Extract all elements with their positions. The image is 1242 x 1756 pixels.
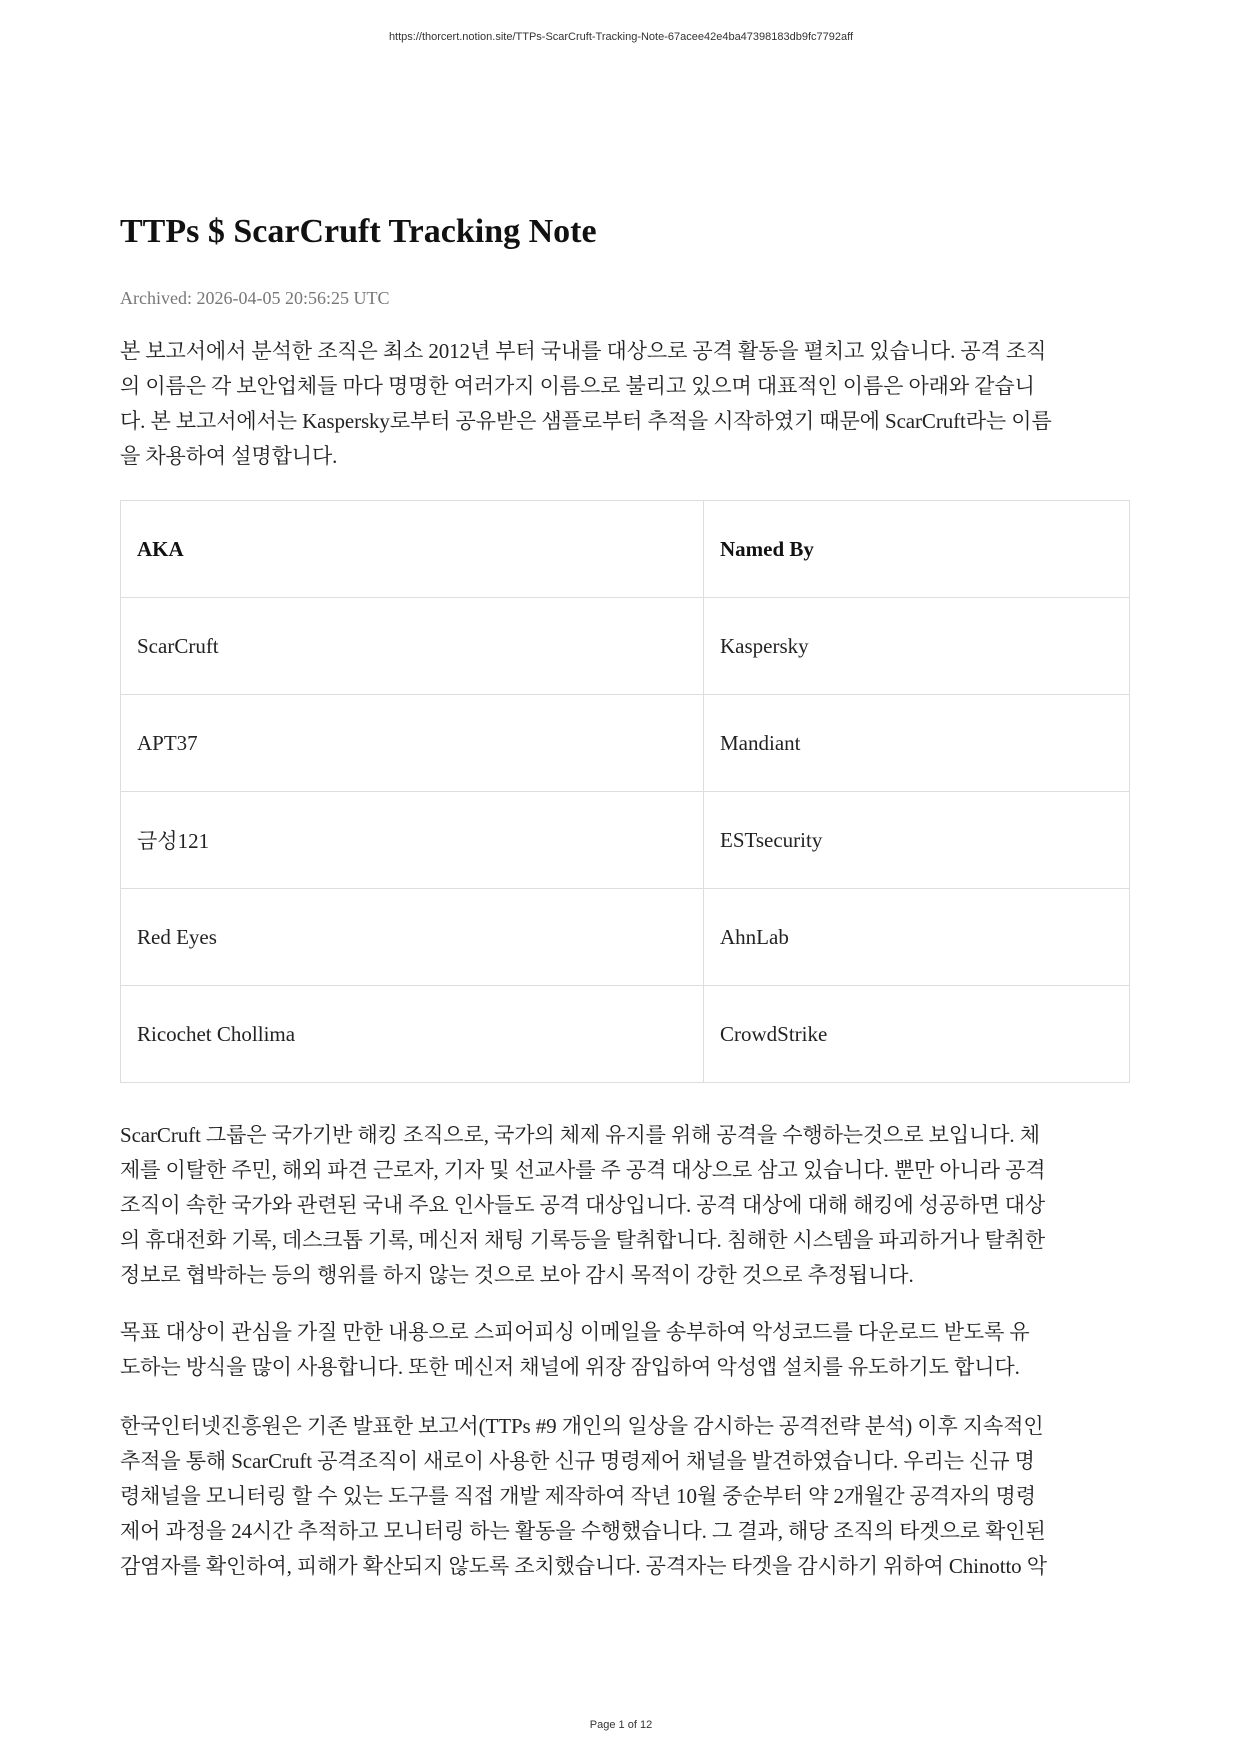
- named-by-cell: CrowdStrike: [704, 986, 1130, 1083]
- header-aka: AKA: [121, 501, 704, 598]
- paragraph-line: 다. 본 보고서에서는 Kaspersky로부터 공유받은 샘플로부터 추적을 시작하였기 때문에 ScarCruft라는 이름: [120, 409, 1052, 433]
- archived-timestamp: Archived: 2026-04-05 20:56:25 UTC: [120, 288, 390, 308]
- paragraph-line: 을 차용하여 설명합니다.: [120, 444, 338, 468]
- aka-cell: 금성121: [121, 792, 704, 889]
- paragraph-line: ScarCruft 그룹은 국가기반 해킹 조직으로, 국가의 체제 유지를 위해 공격을 수행하는것으로 보입니다. 체: [120, 1123, 1040, 1147]
- table-row: [121, 598, 1130, 695]
- aka-cell: Ricochet Chollima: [121, 986, 704, 1083]
- page-number: Page 1 of 12: [589, 1719, 653, 1731]
- named-by-cell: Kaspersky: [704, 598, 1130, 695]
- aka-table: [120, 500, 1130, 1083]
- table-header-row: [121, 501, 1130, 598]
- paragraph-line: 감염자를 확인하여, 피해가 확산되지 않도록 조치했습니다. 공격자는 타겟을 감시하기 위하여 Chinotto 악: [120, 1554, 1047, 1578]
- attack-method-paragraph: [120, 1315, 1130, 1385]
- aka-cell: Red Eyes: [121, 889, 704, 986]
- named-by-cell: Mandiant: [704, 695, 1130, 792]
- named-by-cell: AhnLab: [704, 889, 1130, 986]
- page-url: https://thorcert.notion.site/TTPs-ScarCruft-Tracking-Note-67acee42e4ba47398183db9fc7792aff: [388, 31, 854, 43]
- aka-cell: APT37: [121, 695, 704, 792]
- table-row: [121, 792, 1130, 889]
- named-by-cell: ESTsecurity: [704, 792, 1130, 889]
- paragraph-line: 목표 대상이 관심을 가질 만한 내용으로 스피어피싱 이메일을 송부하여 악성코드를 다운로드 받도록 유: [120, 1320, 1030, 1344]
- paragraph-line: 령채널을 모니터링 할 수 있는 도구를 직접 개발 제작하여 작년 10월 중순부터 약 2개월간 공격자의 명령: [120, 1484, 1036, 1508]
- paragraph-line: 추적을 통해 ScarCruft 공격조직이 새로이 사용한 신규 명령제어 채널을 발견하였습니다. 우리는 신규 명: [120, 1449, 1035, 1473]
- paragraph-line: 본 보고서에서 분석한 조직은 최소 2012년 부터 국내를 대상으로 공격 활동을 펼치고 있습니다. 공격 조직: [120, 339, 1047, 363]
- table-row: [121, 986, 1130, 1083]
- header-named-by: Named By: [704, 501, 1130, 598]
- paragraph-line: 한국인터넷진흥원은 기존 발표한 보고서(TTPs #9 개인의 일상을 감시하는 공격전략 분석) 이후 지속적인: [120, 1414, 1044, 1438]
- page-title: TTPs $ ScarCruft Tracking Note: [120, 213, 597, 250]
- aka-cell: ScarCruft: [121, 598, 704, 695]
- paragraph-line: 정보로 협박하는 등의 행위를 하지 않는 것으로 보아 감시 목적이 강한 것으로 추정됩니다.: [120, 1263, 914, 1287]
- table-row: [121, 695, 1130, 792]
- paragraph-line: 제를 이탈한 주민, 해외 파견 근로자, 기자 및 선교사를 주 공격 대상으로 삼고 있습니다. 뿐만 아니라 공격: [120, 1158, 1046, 1182]
- paragraph-line: 의 이름은 각 보안업체들 마다 명명한 여러가지 이름으로 불리고 있으며 대표적인 이름은 아래와 같습니: [120, 374, 1035, 398]
- tracking-activity-paragraph: [120, 1409, 1130, 1584]
- intro-paragraph: [120, 334, 1130, 474]
- paragraph-line: 제어 과정을 24시간 추적하고 모니터링 하는 활동을 수행했습니다. 그 결과, 해당 조직의 타겟으로 확인된: [120, 1519, 1046, 1543]
- group-description-paragraph: [120, 1118, 1130, 1293]
- table-row: [121, 889, 1130, 986]
- paragraph-line: 의 휴대전화 기록, 데스크톱 기록, 메신저 채팅 기록등을 탈취합니다. 침해한 시스템을 파괴하거나 탈취한: [120, 1228, 1046, 1252]
- paragraph-line: 도하는 방식을 많이 사용합니다. 또한 메신저 채널에 위장 잠입하여 악성앱 설치를 유도하기도 합니다.: [120, 1355, 1020, 1379]
- paragraph-line: 조직이 속한 국가와 관련된 국내 주요 인사들도 공격 대상입니다. 공격 대상에 대해 해킹에 성공하면 대상: [120, 1193, 1046, 1217]
